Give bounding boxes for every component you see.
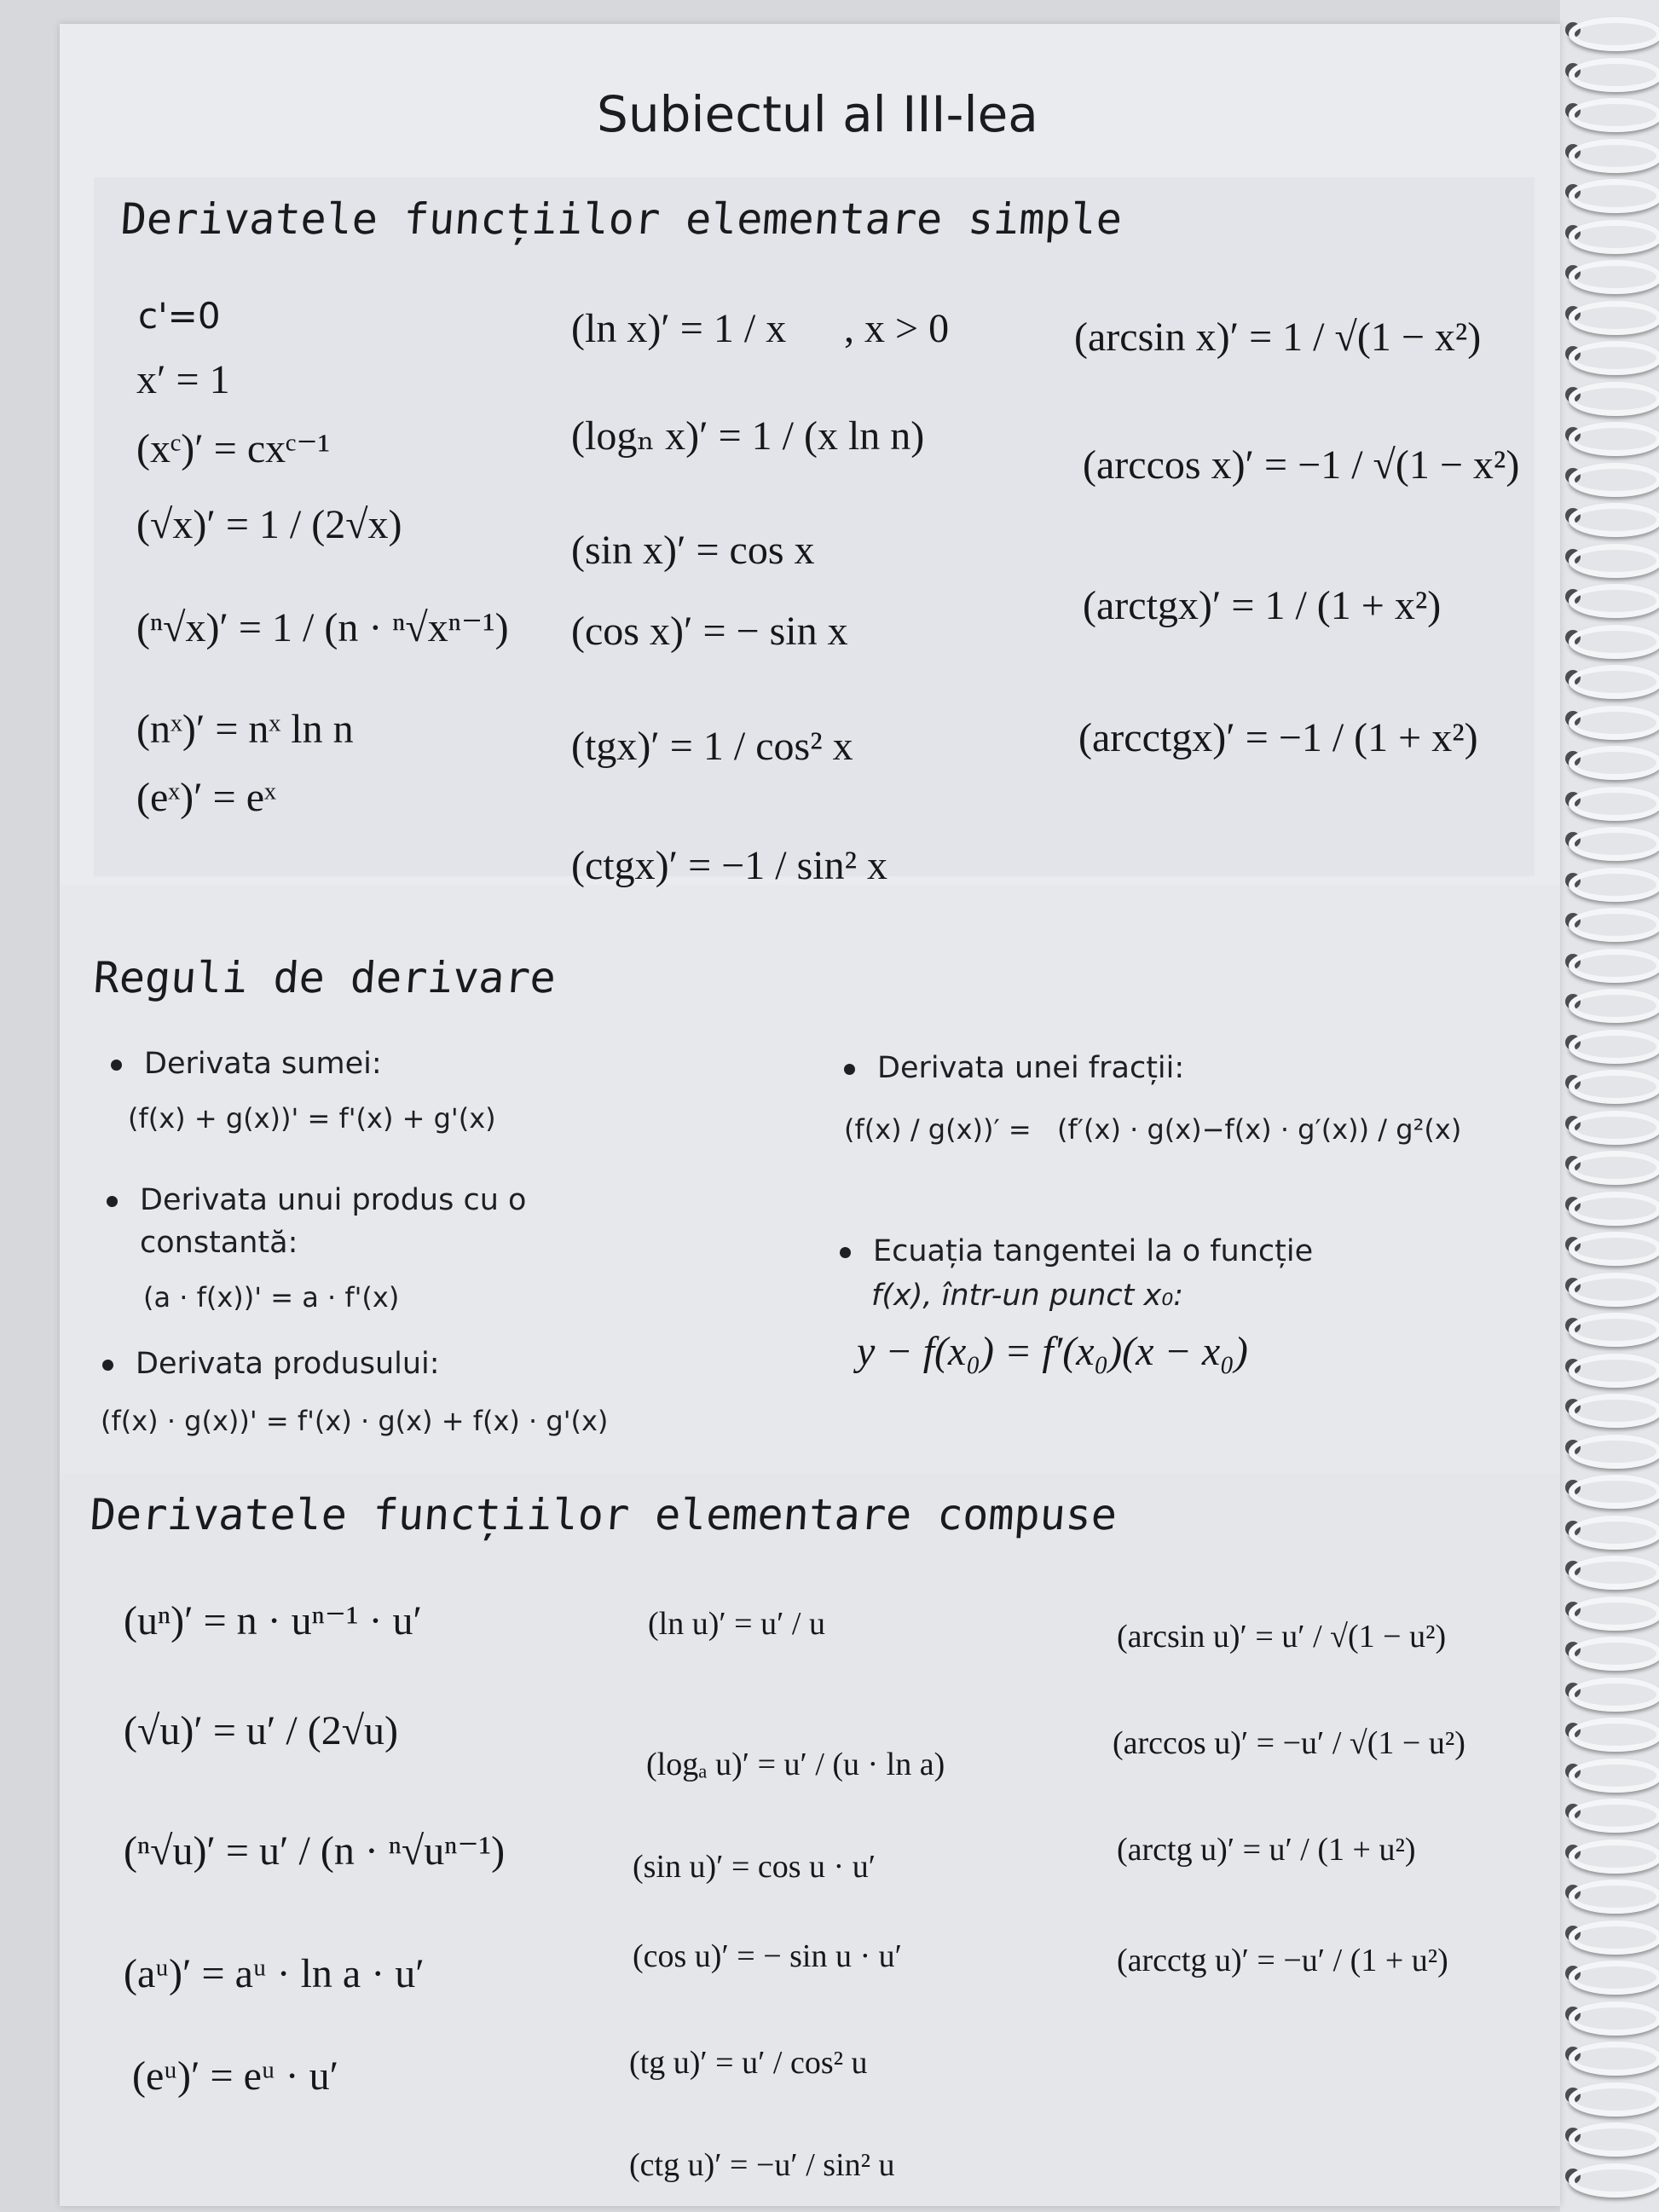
formula-const: c'=0: [138, 295, 221, 337]
spiral-coil: [1569, 463, 1659, 497]
bullet-icon: [107, 1196, 118, 1207]
spiral-coil: [1569, 787, 1659, 821]
formula-ln: (ln x)′ = 1 / x: [571, 306, 787, 351]
spiral-coil: [1569, 220, 1659, 254]
spiral-coil: [1569, 1759, 1659, 1793]
spiral-coil: [1569, 2122, 1659, 2157]
spiral-coil: [1569, 503, 1659, 537]
spiral-coil: [1569, 1880, 1659, 1914]
spiral-binding: [1560, 0, 1659, 2212]
heading-simple: Derivatele funcțiilor elementare simple: [118, 194, 1124, 244]
compound-nroot: (ⁿ√u)′ = u′ / (n · ⁿ√uⁿ⁻¹): [124, 1828, 506, 1874]
spiral-coil: [1569, 2001, 1659, 2036]
spiral-coil: [1569, 1556, 1659, 1590]
compound-arcsin: (arcsin u)′ = u′ / √(1 − u²): [1117, 1619, 1447, 1655]
spiral-coil: [1569, 1637, 1659, 1671]
spiral-coil: [1569, 625, 1659, 659]
bullet-icon: [840, 1247, 851, 1258]
compound-cos: (cos u)′ = − sin u · u′: [633, 1938, 902, 1974]
spiral-coil: [1569, 1799, 1659, 1833]
spiral-coil: [1569, 98, 1659, 132]
rule-product-label: Derivata produsului:: [102, 1347, 440, 1381]
spiral-coil: [1569, 1151, 1659, 1185]
rule-const-label-2: constantă:: [140, 1226, 298, 1260]
spiral-coil: [1569, 1718, 1659, 1752]
spiral-coil: [1569, 746, 1659, 780]
spiral-coil: [1569, 908, 1659, 942]
formula-exp-e: (eˣ)′ = eˣ: [136, 775, 276, 820]
spiral-coil: [1569, 1111, 1659, 1145]
spiral-coil: [1569, 1516, 1659, 1550]
formula-cos: (cos x)′ = − sin x: [571, 609, 848, 654]
spiral-coil: [1569, 544, 1659, 578]
spiral-coil: [1569, 2163, 1659, 2198]
compound-power: (uⁿ)′ = n · uⁿ⁻¹ · u′: [124, 1598, 422, 1643]
spiral-coil: [1569, 58, 1659, 92]
compound-arcctg: (arcctg u)′ = −u′ / (1 + u²): [1117, 1943, 1448, 1978]
formula-arcsin: (arcsin x)′ = 1 / √(1 − x²): [1074, 315, 1482, 360]
notebook-page: [60, 24, 1560, 2206]
formula-nroot: (ⁿ√x)′ = 1 / (n · ⁿ√xⁿ⁻¹): [136, 605, 509, 650]
spiral-coil: [1569, 1394, 1659, 1428]
formula-ctg: (ctgx)′ = −1 / sin² x: [571, 843, 887, 888]
compound-tg: (tg u)′ = u′ / cos² u: [629, 2045, 868, 2081]
spiral-coil: [1569, 1232, 1659, 1266]
rule-product-formula: (f(x) · g(x))' = f'(x) · g(x) + f(x) · g'(x): [101, 1405, 609, 1437]
spiral-coil: [1569, 1313, 1659, 1347]
spiral-coil: [1569, 1273, 1659, 1307]
compound-arccos: (arccos u)′ = −u′ / √(1 − u²): [1113, 1725, 1465, 1761]
rule-fraction-label: Derivata unei fracții:: [844, 1051, 1184, 1085]
spiral-coil: [1569, 1678, 1659, 1712]
rule-tangent-formula: y − f(x₀) = f′(x₀)(x − x₀): [857, 1329, 1248, 1374]
spiral-coil: [1569, 1920, 1659, 1955]
rule-sum-label: Derivata sumei:: [111, 1047, 382, 1081]
spiral-coil: [1569, 1030, 1659, 1064]
formula-arcctg: (arcctgx)′ = −1 / (1 + x²): [1078, 715, 1478, 760]
spiral-coil: [1569, 139, 1659, 173]
spiral-coil: [1569, 868, 1659, 902]
spiral-coil: [1569, 1961, 1659, 1995]
heading-rules: Reguli de derivare: [91, 953, 558, 1002]
compound-exp-e: (eᵘ)′ = eᵘ · u′: [132, 2053, 339, 2099]
spiral-coil: [1569, 2042, 1659, 2076]
bullet-icon: [844, 1064, 855, 1075]
bullet-icon: [111, 1060, 122, 1071]
spiral-coil: [1569, 301, 1659, 335]
spiral-coil: [1569, 827, 1659, 861]
formula-exp-n: (nˣ)′ = nˣ ln n: [136, 707, 354, 752]
compound-sin: (sin u)′ = cos u · u′: [633, 1849, 876, 1885]
spiral-coil: [1569, 1192, 1659, 1226]
spiral-coil: [1569, 1839, 1659, 1874]
bullet-icon: [102, 1360, 113, 1371]
compound-exp-a: (aᵘ)′ = aᵘ · ln a · u′: [124, 1951, 425, 1996]
formula-arctg: (arctgx)′ = 1 / (1 + x²): [1083, 583, 1442, 628]
spiral-coil: [1569, 706, 1659, 740]
spiral-coil: [1569, 382, 1659, 416]
rule-tangent-label: Ecuația tangentei la o funcție: [840, 1234, 1313, 1268]
formula-sin: (sin x)′ = cos x: [571, 528, 815, 573]
spiral-coil: [1569, 584, 1659, 618]
compound-ctg: (ctg u)′ = −u′ / sin² u: [629, 2147, 895, 2183]
spiral-coil: [1569, 179, 1659, 213]
formula-sqrt: (√x)′ = 1 / (2√x): [136, 502, 402, 547]
rule-const-formula: (a · f(x))' = a · f'(x): [143, 1281, 400, 1314]
compound-log: (logₐ u)′ = u′ / (u · ln a): [646, 1747, 945, 1782]
rule-sum-formula: (f(x) + g(x))' = f'(x) + g'(x): [128, 1102, 496, 1135]
formula-ln-condition: , x > 0: [844, 306, 950, 351]
rule-tangent-label-2: f(x), într-un punct x₀:: [871, 1279, 1184, 1313]
spiral-coil: [1569, 1475, 1659, 1509]
rule-const-label: Derivata unui produs cu o: [107, 1183, 526, 1217]
rule-fraction-rhs: (f′(x) · g(x)−f(x) · g′(x)) / g²(x): [1057, 1113, 1462, 1146]
spiral-coil: [1569, 1354, 1659, 1388]
spiral-coil: [1569, 17, 1659, 51]
spiral-coil: [1569, 341, 1659, 375]
spiral-coil: [1569, 949, 1659, 983]
formula-log: (logₙ x)′ = 1 / (x ln n): [571, 413, 925, 459]
spiral-coil: [1569, 422, 1659, 456]
spiral-coil: [1569, 260, 1659, 294]
compound-arctg: (arctg u)′ = u′ / (1 + u²): [1117, 1832, 1416, 1868]
spiral-coil: [1569, 1070, 1659, 1104]
spiral-coil: [1569, 665, 1659, 699]
formula-x: x′ = 1: [136, 357, 230, 402]
spiral-coil: [1569, 989, 1659, 1023]
formula-tg: (tgx)′ = 1 / cos² x: [571, 724, 853, 769]
spiral-coil: [1569, 2082, 1659, 2117]
formula-power: (xᶜ)′ = cxᶜ⁻¹: [136, 426, 331, 471]
spiral-coil: [1569, 1435, 1659, 1469]
compound-ln: (ln u)′ = u′ / u: [648, 1606, 825, 1642]
formula-arccos: (arccos x)′ = −1 / √(1 − x²): [1083, 442, 1520, 488]
rule-fraction-lhs: (f(x) / g(x))′ =: [844, 1113, 1032, 1146]
spiral-coil: [1569, 1597, 1659, 1631]
page-title: Subiectul al III-lea: [597, 85, 1038, 143]
compound-sqrt: (√u)′ = u′ / (2√u): [124, 1708, 399, 1753]
heading-compound: Derivatele funcțiilor elementare compuse: [88, 1490, 1119, 1539]
